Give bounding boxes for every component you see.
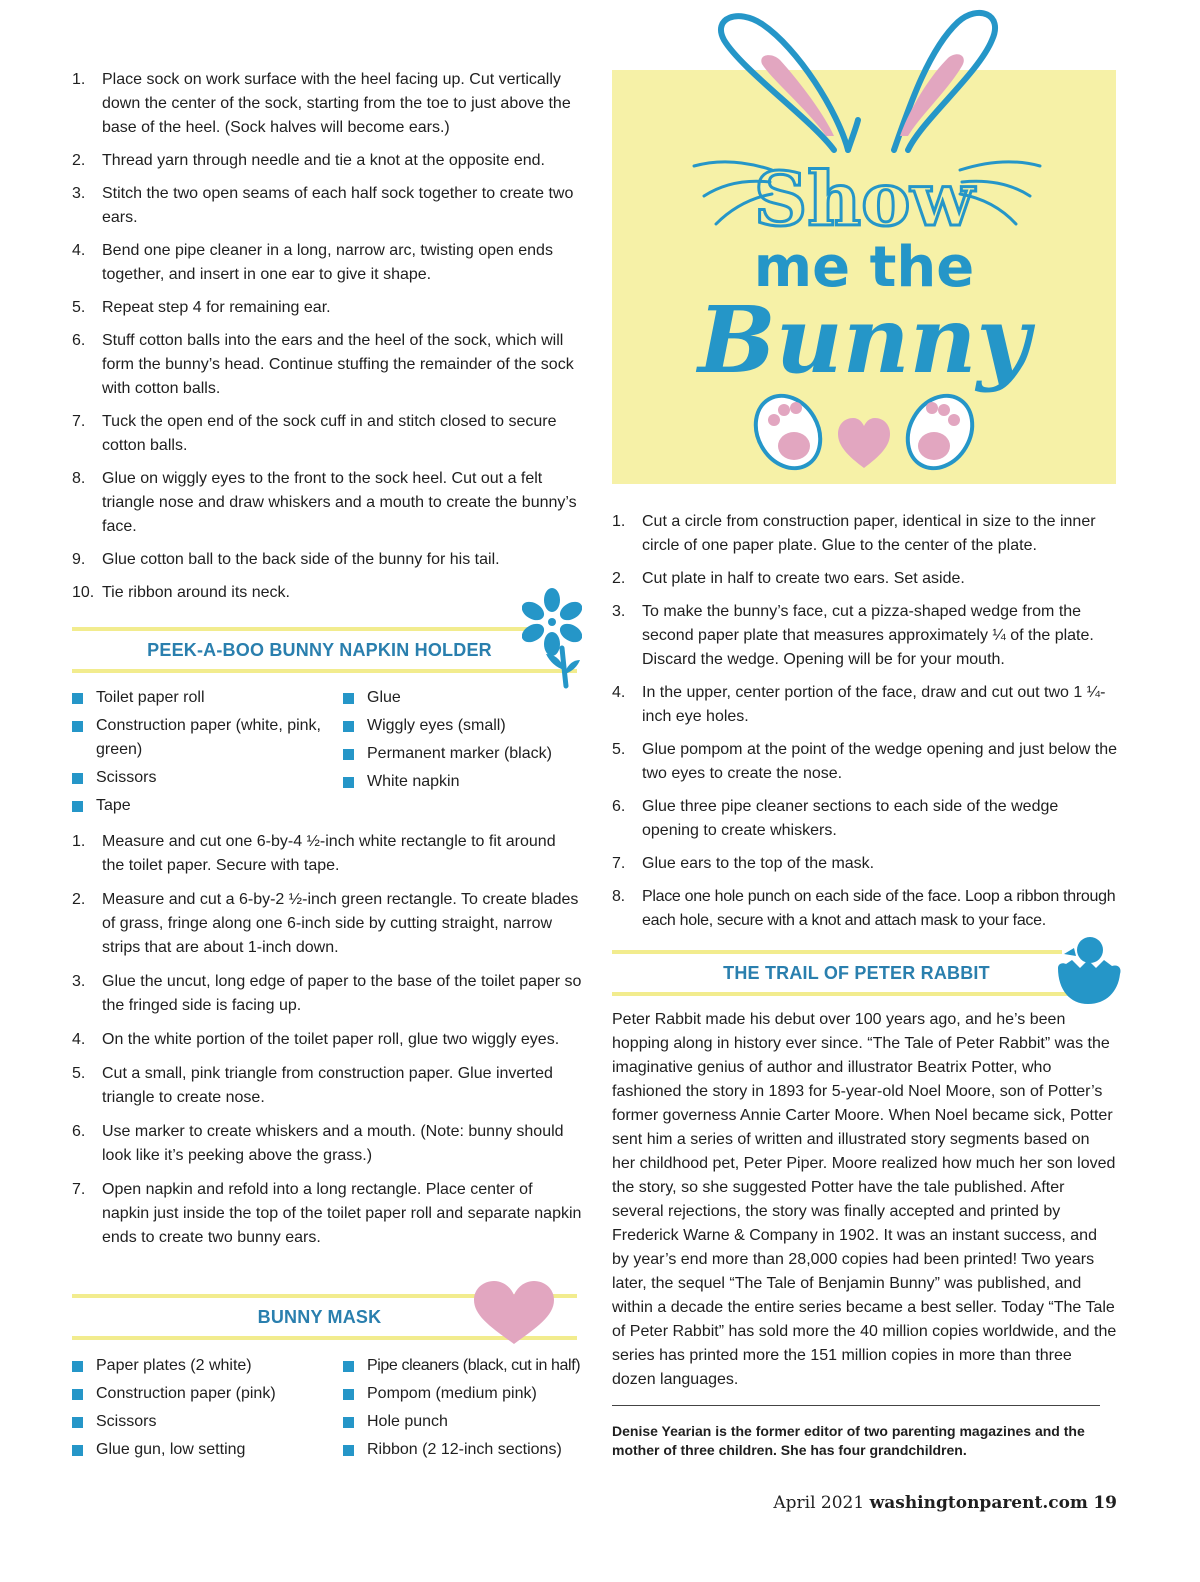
bunny-mask-steps — [612, 510, 1117, 933]
list-item: Permanent marker (black) — [343, 742, 583, 766]
divider — [612, 1405, 1100, 1406]
list-item: Tape — [72, 794, 332, 818]
header-rule-top — [612, 950, 1062, 954]
napkin-materials-left — [72, 686, 332, 822]
bullet-square-icon — [343, 1361, 354, 1372]
list-item: Scissors — [72, 766, 332, 790]
poster-line-me-the: me the — [753, 235, 975, 300]
step-item: 10. Tie ribbon around its neck. — [72, 584, 290, 601]
bullet-square-icon — [72, 801, 83, 812]
bullet-square-icon — [343, 777, 354, 788]
napkin-holder-header — [72, 627, 577, 673]
bullet-square-icon — [72, 773, 83, 784]
list-item: Glue — [343, 686, 583, 710]
step-item: 4. Bend one pipe cleaner in a long, narrow arc, twisting open ends together, and insert in one ear to give it shape. — [72, 242, 553, 283]
mask-materials-right — [343, 1354, 588, 1466]
step-item: 9. Glue cotton ball to the back side of the bunny for his tail. — [72, 551, 500, 568]
step-item: 1. Cut a circle from construction paper, identical in size to the inner circle of one paper plate. Glue to the center of the plate. — [612, 513, 1096, 554]
header-rule-top — [72, 627, 532, 631]
napkin-materials-right — [343, 686, 583, 798]
list-item: Paper plates (2 white) — [72, 1354, 332, 1378]
step-item: 1. Measure and cut one 6-by-4 ½-inch white rectangle to fit around the toilet paper. Secure with tape. — [72, 833, 556, 874]
poster-line-bunny: Bunny — [698, 286, 1030, 394]
step-item: 5. Repeat step 4 for remaining ear. — [72, 299, 331, 316]
step-item: 6. Use marker to create whiskers and a mouth. (Note: bunny should look like it’s peeking above the grass.) — [72, 1123, 564, 1164]
footer-date: April 2021 — [773, 1493, 865, 1513]
heart-icon — [838, 418, 890, 468]
bullet-square-icon — [72, 1361, 83, 1372]
step-item: 6. Glue three pipe cleaner sections to each side of the wedge opening to create whiskers. — [612, 798, 1059, 839]
peter-rabbit-story: Peter Rabbit made his debut over 100 years ago, and he’s been hopping along in history ever since. “The Tale of Peter Rabbit” was the imaginative genius of author and illustrator Beatrix Potter, who fashioned the story in 1893 for 5-year-old Noel Moore, son of Potter’s former governess Annie Carter Moore. When Noel became sick, Potter sent him a series of written and illustrated story segments based on her childhood pet, Peter Piper. Moore realized how much her son loved the story, so she suggested Potter have the tale published. After several rejections, the story was finally accepted and printed by Frederick Warne & Company in 1902. It was an instant success, and by year’s end more than 28,000 copies had been printed! Two years later, the sequel “The Tale of Benjamin Bunny” was published, and within a decade the entire series became a best seller. Today “The Tale of Peter Rabbit” has sold more the 40 million copies worldwide, and the series has printed more the 151 million copies in more than three dozen languages. — [612, 1011, 1117, 1388]
author-bio: Denise Yearian is the former editor of two parenting magazines and the mother of three children. She has four grandchildren. — [612, 1423, 1085, 1458]
bullet-square-icon — [72, 1389, 83, 1400]
step-item: 2. Measure and cut a 6-by-2 ½-inch green rectangle. To create blades of grass, fringe along one 6-inch side by cutting straight, narrow strips that are about 1-inch down. — [72, 891, 579, 956]
step-item: 5. Glue pompom at the point of the wedge opening and just below the two eyes to create the nose. — [612, 741, 1117, 782]
step-item: 6. Stuff cotton balls into the ears and the heel of the sock, which will form the bunny’s head. Continue stuffing the remainder of the sock with cotton balls. — [72, 332, 574, 397]
bullet-square-icon — [343, 721, 354, 732]
step-item: 4. In the upper, center portion of the face, draw and cut out two 1 ¼-inch eye holes. — [612, 684, 1106, 725]
list-item: Toilet paper roll — [72, 686, 332, 710]
list-item: Ribbon (2 12-inch sections) — [343, 1438, 588, 1462]
header-rule-bottom — [612, 992, 1092, 996]
list-item: White napkin — [343, 770, 583, 794]
list-item: Hole punch — [343, 1410, 588, 1434]
bullet-square-icon — [343, 1417, 354, 1428]
header-rule-bottom — [72, 669, 577, 673]
napkin-holder-steps — [72, 830, 582, 1250]
sock-bunny-steps — [72, 68, 582, 605]
napkin-holder-title: PEEK-A-BOO BUNNY NAPKIN HOLDER — [147, 640, 492, 660]
bullet-square-icon — [343, 1389, 354, 1400]
list-item: Wiggly eyes (small) — [343, 714, 583, 738]
bullet-square-icon — [343, 1445, 354, 1456]
flower-icon — [522, 588, 582, 690]
bullet-square-icon — [343, 749, 354, 760]
step-item: 1. Place sock on work surface with the heel facing up. Cut vertically down the center of the sock, starting from the toe to just above the base of the heel. (Sock halves will become ears.) — [72, 71, 571, 136]
footer-site[interactable]: washingtonparent.com — [869, 1493, 1088, 1513]
step-item: 2. Thread yarn through needle and tie a knot at the opposite end. — [72, 152, 545, 169]
chick-icon — [1052, 934, 1126, 1006]
step-item: 3. Stitch the two open seams of each half sock together to create two ears. — [72, 185, 574, 226]
list-item: Pompom (medium pink) — [343, 1382, 588, 1406]
step-item: 8. Glue on wiggly eyes to the front to the sock heel. Cut out a felt triangle nose and draw whiskers and a mouth to create the bunny’s face. — [72, 470, 577, 535]
show-me-the-bunny-poster — [612, 70, 1116, 484]
step-item: 3. To make the bunny’s face, cut a pizza-shaped wedge from the second paper plate that measures approximately ¼ of the plate. Discard the wedge. Opening will be for your mouth. — [612, 603, 1094, 668]
bunny-mask-title: BUNNY MASK — [257, 1307, 382, 1327]
list-item: Glue gun, low setting — [72, 1438, 332, 1462]
page-number: 19 — [1093, 1493, 1117, 1513]
step-item: 5. Cut a small, pink triangle from construction paper. Glue inverted triangle to create nose. — [72, 1065, 553, 1106]
list-item: Pipe cleaners (black, cut in half) — [343, 1354, 588, 1378]
mask-materials-left — [72, 1354, 332, 1466]
bullet-square-icon — [72, 693, 83, 704]
step-item: 4. On the white portion of the toilet paper roll, glue two wiggly eyes. — [72, 1031, 560, 1048]
poster-line-show: Show — [753, 157, 975, 243]
peter-rabbit-header — [612, 950, 1117, 996]
bullet-square-icon — [72, 1417, 83, 1428]
bullet-square-icon — [72, 1445, 83, 1456]
bunny-illustration — [612, 0, 1116, 484]
peter-rabbit-title: THE TRAIL OF PETER RABBIT — [723, 963, 990, 983]
list-item: Construction paper (pink) — [72, 1382, 332, 1406]
bullet-square-icon — [343, 693, 354, 704]
heart-icon — [472, 1280, 556, 1346]
step-item: 7. Glue ears to the top of the mask. — [612, 855, 875, 872]
bullet-square-icon — [72, 721, 83, 732]
step-item: 8. Place one hole punch on each side of the face. Loop a ribbon through each hole, secure with a knot and attach mask to your face. — [612, 888, 1116, 929]
step-item: 7. Open napkin and refold into a long rectangle. Place center of napkin just inside the top of the toilet paper roll and separate napkin ends to create two bunny ears. — [72, 1181, 582, 1246]
page-footer — [773, 1493, 1117, 1513]
list-item: Construction paper (white, pink, green) — [72, 714, 332, 762]
step-item: 7. Tuck the open end of the sock cuff in and stitch closed to secure cotton balls. — [72, 413, 557, 454]
step-item: 3. Glue the uncut, long edge of paper to the base of the toilet paper so the fringed side is facing up. — [72, 973, 582, 1014]
step-item: 2. Cut plate in half to create two ears. Set aside. — [612, 570, 965, 587]
list-item: Scissors — [72, 1410, 332, 1434]
